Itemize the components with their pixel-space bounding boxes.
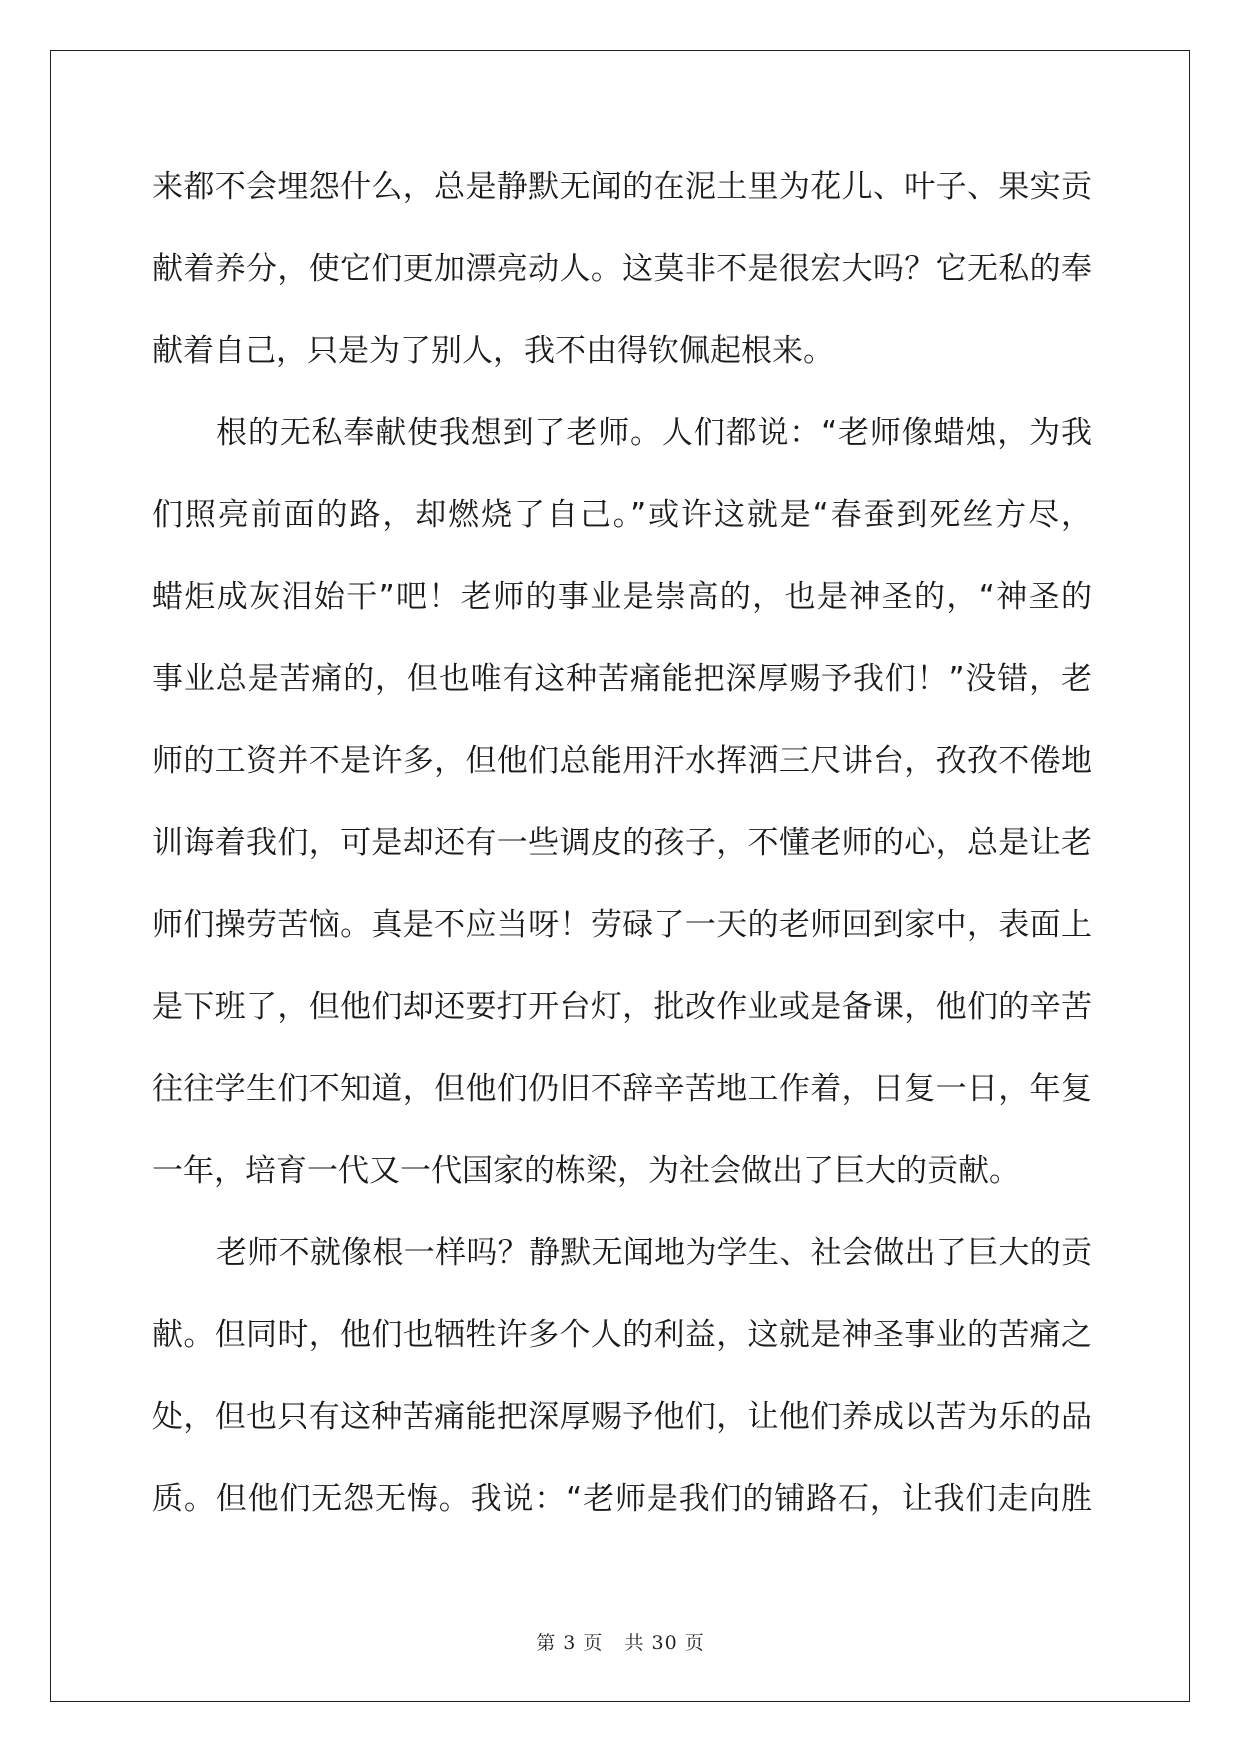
text-line: 根的无私奉献使我想到了老师。人们都说：“老师像蜡烛，为我 [216, 415, 1092, 451]
text-line: 献。但同时，他们也牺牲许多个人的利益，这就是神圣事业的苦痛之 [152, 1317, 1092, 1353]
text-line: 事业总是苦痛的，但也唯有这种苦痛能把深厚赐予我们！”没错，老 [152, 661, 1092, 697]
text-line: 质。但他们无怨无悔。我说：“老师是我们的铺路石，让我们走向胜 [152, 1481, 1092, 1517]
page-total: 共 30 页 [624, 1632, 705, 1654]
text-line: 们照亮前面的路，却燃烧了自己。”或许这就是“春蚕到死丝方尽， [152, 497, 1092, 533]
text-line: 往往学生们不知道，但他们仍旧不辞辛苦地工作着，日复一日，年复 [152, 1071, 1092, 1107]
text-line: 一年，培育一代又一代国家的栋梁，为社会做出了巨大的贡献。 [152, 1153, 1020, 1189]
text-line: 师的工资并不是许多，但他们总能用汗水挥洒三尺讲台，孜孜不倦地 [152, 743, 1092, 779]
text-line: 来都不会埋怨什么，总是静默无闻的在泥土里为花儿、叶子、果实贡 [152, 169, 1092, 205]
text-line: 训诲着我们，可是却还有一些调皮的孩子，不懂老师的心，总是让老 [152, 825, 1092, 861]
document-body [152, 158, 1092, 1552]
text-line: 献着自己，只是为了别人，我不由得钦佩起根来。 [152, 333, 834, 369]
text-line: 是下班了，但他们却还要打开台灯，批改作业或是备课，他们的辛苦 [152, 989, 1092, 1025]
page-footer [0, 1628, 1241, 1655]
text-line: 师们操劳苦恼。真是不应当呀！劳碌了一天的老师回到家中，表面上 [152, 907, 1092, 943]
footer-gap [603, 1632, 624, 1654]
text-line: 蜡炬成灰泪始干”吧！老师的事业是崇高的，也是神圣的，“神圣的 [152, 579, 1092, 615]
text-line: 处，但也只有这种苦痛能把深厚赐予他们，让他们养成以苦为乐的品 [152, 1399, 1092, 1435]
text-line: 献着养分，使它们更加漂亮动人。这莫非不是很宏大吗？它无私的奉 [152, 251, 1092, 287]
text-line: 老师不就像根一样吗？静默无闻地为学生、社会做出了巨大的贡 [216, 1235, 1092, 1271]
page-number: 第 3 页 [536, 1632, 604, 1654]
